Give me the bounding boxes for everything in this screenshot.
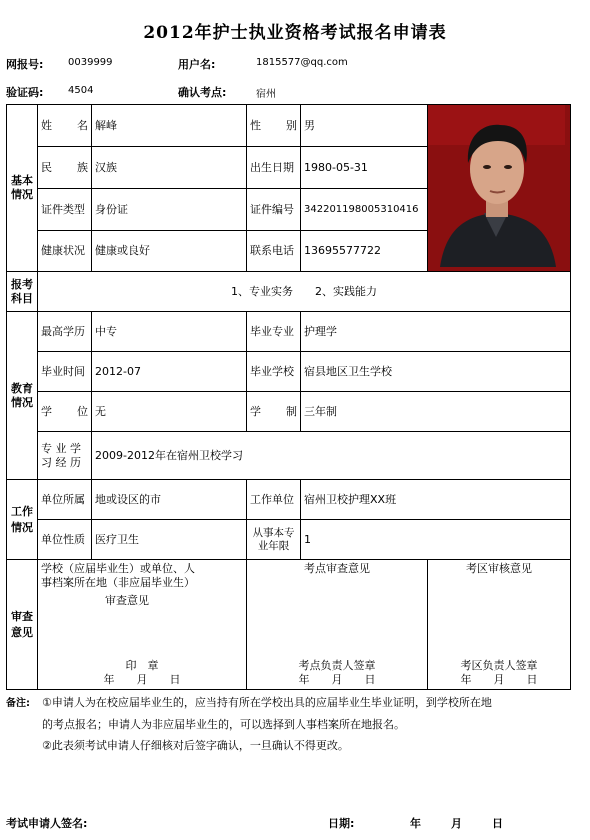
school-value: 宿县地区卫生学校 [301,352,571,392]
applicant-signature-label: 考试申请人签名: [6,817,88,830]
major-value: 护理学 [301,312,571,352]
xuewei-label: 学 位 [38,392,92,432]
verify-label: 验证码: [6,86,44,99]
history-label: 专 业 学 习 经 历 [38,432,92,480]
section-subjects: 报考 科目 [7,272,38,312]
site-sign-label: 考点负责人签章 [298,659,376,672]
page-title: 2012年护士执业资格考试报名申请表 [143,23,447,43]
health-label: 健康状况 [38,231,92,272]
footer-year: 年 [410,817,421,830]
user-value: 1815577@qq.com [256,57,348,68]
section-education: 教育 情况 [7,312,38,480]
degree-value: 中专 [92,312,247,352]
application-form-table [6,104,571,690]
section-review: 审查 意见 [7,560,38,690]
id-no-value: 342201198005310416 [301,189,428,231]
name-value: 解峰 [92,105,247,147]
location-label: 单位所属 [38,480,92,520]
years-value: 1 [301,520,571,560]
degree-label: 最高学历 [38,312,92,352]
major-label: 毕业专业 [247,312,301,352]
review-site-cell [247,560,428,690]
footer-day: 日 [492,817,503,830]
portrait-image [428,105,565,267]
site-value: 宿州 [256,89,276,100]
district-review-title: 考区审核意见 [466,562,532,575]
nature-value: 医疗卫生 [92,520,247,560]
note-line-3: ②此表须考试申请人仔细核对后签字确认，一旦确认不得更改。 [42,739,349,752]
note-line-1: ①申请人为在校应届毕业生的，应当持有所在学校出具的应届毕业生毕业证明，到学校所在地 [42,696,492,709]
section-basic: 基本 情况 [7,105,38,272]
notes-block [6,692,492,756]
site-review-title: 考点审查意见 [304,562,370,575]
unit-value: 宿州卫校护理XX班 [301,480,571,520]
footer-month: 月 [451,817,462,830]
subjects-value: 1、专业实务 2、实践能力 [38,272,571,312]
applicant-photo [428,105,571,272]
id-no-label: 证件编号 [247,189,301,231]
birth-value: 1980-05-31 [301,147,428,189]
school-seal-label: 印 章 [125,659,159,672]
xuewei-value: 无 [92,392,247,432]
nature-label: 单位性质 [38,520,92,560]
district-date: 年 月 日 [460,673,538,686]
net-no-label: 网报号: [6,58,44,71]
id-type-label: 证件类型 [38,189,92,231]
gender-value: 男 [301,105,428,147]
section-work: 工作 情况 [7,480,38,560]
years-label: 从事本专 业年限 [247,520,301,560]
location-value: 地或设区的市 [92,480,247,520]
net-no-value: 0039999 [68,57,113,68]
health-value: 健康或良好 [92,231,247,272]
site-date: 年 月 日 [298,673,376,686]
unit-label: 工作单位 [247,480,301,520]
note-line-2: 的考点报名；申请人为非应届毕业生的，可以选择到人事档案所在地报名。 [42,718,405,731]
birth-label: 出生日期 [247,147,301,189]
grad-time-value: 2012-07 [92,352,247,392]
review-district-cell [428,560,571,690]
school-date: 年 月 日 [103,673,181,686]
name-label: 姓 名 [38,105,92,147]
school-label: 毕业学校 [247,352,301,392]
user-label: 用户名: [178,58,216,71]
phone-value: 13695577722 [301,231,428,272]
ethnicity-label: 民 族 [38,147,92,189]
site-label: 确认考点: [178,86,227,99]
length-value: 三年制 [301,392,571,432]
history-value: 2009-2012年在宿州卫校学习 [92,432,571,480]
review-school-cell: 学校（应届毕业生）或单位、人 事档案所在地（非应届毕业生） 审查意见 印 章 年 月 日 [38,560,247,690]
id-type-value: 身份证 [92,189,247,231]
footer-date-label: 日期: [328,817,355,830]
verify-value: 4504 [68,85,94,96]
grad-time-label: 毕业时间 [38,352,92,392]
notes-label: 备注: [6,698,30,709]
gender-label: 性 别 [247,105,301,147]
district-sign-label: 考区负责人签章 [460,659,538,672]
length-label: 学 制 [247,392,301,432]
ethnicity-value: 汉族 [92,147,247,189]
phone-label: 联系电话 [247,231,301,272]
